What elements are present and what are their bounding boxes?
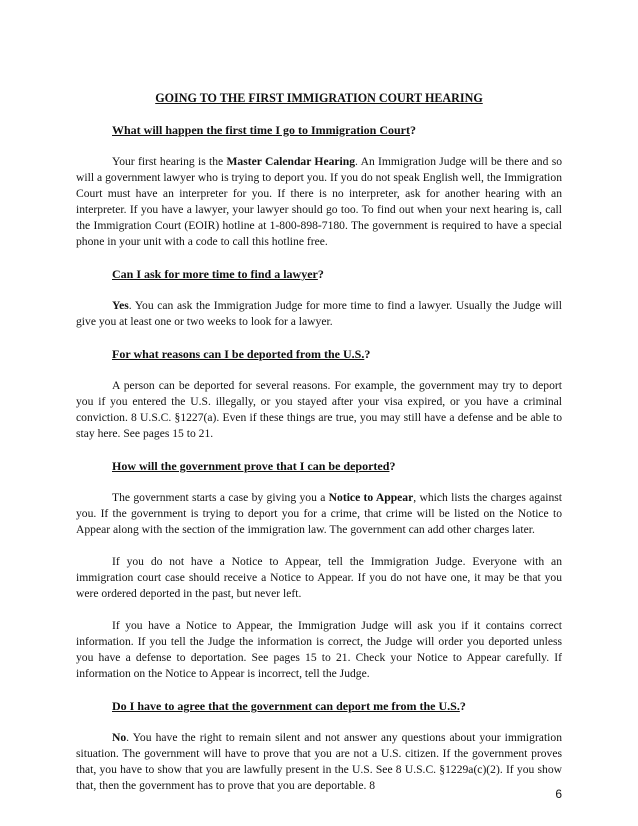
- text-run: The government starts a case by giving you a: [112, 491, 329, 504]
- question-text: How will the government prove that I can be deported: [112, 459, 390, 473]
- bold-term-notice-to-appear: Notice to Appear: [328, 491, 414, 504]
- page-title: GOING TO THE FIRST IMMIGRATION COURT HEARING: [155, 91, 483, 105]
- bold-term-master-calendar: Master Calendar Hearing: [226, 155, 356, 168]
- text-run: . You have the right to remain silent and not answer any questions about your immigration situation. The government will have to prove that you are not a U.S. citizen. If the government proves that, you have to show that you are lawfully present in the U.S. See 8 U.S.C. §1229a(c)(2). If you show that, then the government has to prove that you are deportable. 8: [76, 731, 562, 792]
- question-agree-deport: [76, 698, 562, 714]
- paragraph-no-notice: If you do not have a Notice to Appear, tell the Immigration Judge. Everyone with an immigration court case should receive a Notice to Appear. If you do not have one, it may be that you were ordered deported in the past, but never left.: [76, 555, 562, 600]
- question-deport-reasons: [76, 346, 562, 362]
- question-text: For what reasons can I be deported from the U.S.: [112, 347, 365, 361]
- question-government-prove: [76, 458, 562, 474]
- bold-answer-no: No: [112, 731, 127, 744]
- text-run: . An Immigration Judge will be there and so will a government lawyer who is trying to deport you. If you do not speak English well, the Immigration Court must have an interpreter for you. If there is no interpreter, ask for another hearing with an interpreter. If you have a lawyer, your lawyer should go too. To find out when your next hearing is, call the Immigration Court (EOIR) hotline at 1-800-898-7180. The government is required to have a special phone in your unit with a code to call this hotline free.: [76, 155, 563, 248]
- paragraph-more-time: [76, 298, 562, 330]
- page-number: 6: [555, 787, 562, 801]
- bold-answer-yes: Yes: [112, 299, 129, 312]
- question-text: Can I ask for more time to find a lawyer: [112, 267, 318, 281]
- question-more-time: [76, 266, 562, 282]
- question-mark: ?: [459, 699, 466, 713]
- paragraph-agree-deport: [76, 730, 562, 794]
- question-mark: ?: [409, 123, 416, 137]
- question-mark: ?: [389, 459, 396, 473]
- question-mark: ?: [364, 347, 371, 361]
- paragraph-deport-reasons: A person can be deported for several reasons. For example, the government may try to deport you if you entered the U.S. illegally, or you stayed after your visa expired, or you have a criminal conviction. 8 U.S.C. §1227(a). Even if these things are true, you may still have a defense and be able to stay here. See pages 15 to 21.: [76, 379, 562, 440]
- question-mark: ?: [317, 267, 324, 281]
- question-text: Do I have to agree that the government can deport me from the U.S.: [112, 699, 460, 713]
- paragraph-notice-to-appear: [76, 490, 562, 538]
- paragraph-have-notice: If you have a Notice to Appear, the Immigration Judge will ask you if it contains correct information. If you tell the Judge the information is correct, the Judge will order you deported unless you have a defense to deportation. See pages 15 to 21. Check your Notice to Appear carefully. If information on the Notice to Appear is incorrect, tell the Judge.: [76, 619, 562, 680]
- question-first-hearing: [76, 122, 562, 138]
- paragraph-first-hearing: [76, 154, 562, 250]
- text-run: , which lists the charges against you. If the government is trying to deport you for a crime, that crime will be listed on the Notice to Appear along with the section of the immigration law. The government can add other charges later.: [76, 491, 562, 536]
- text-run: Your first hearing is the: [112, 155, 227, 168]
- text-run: . You can ask the Immigration Judge for more time to find a lawyer. Usually the Judge will give you at least one or two weeks to look for a lawyer.: [76, 299, 562, 328]
- question-text: What will happen the first time I go to Immigration Court: [112, 123, 410, 137]
